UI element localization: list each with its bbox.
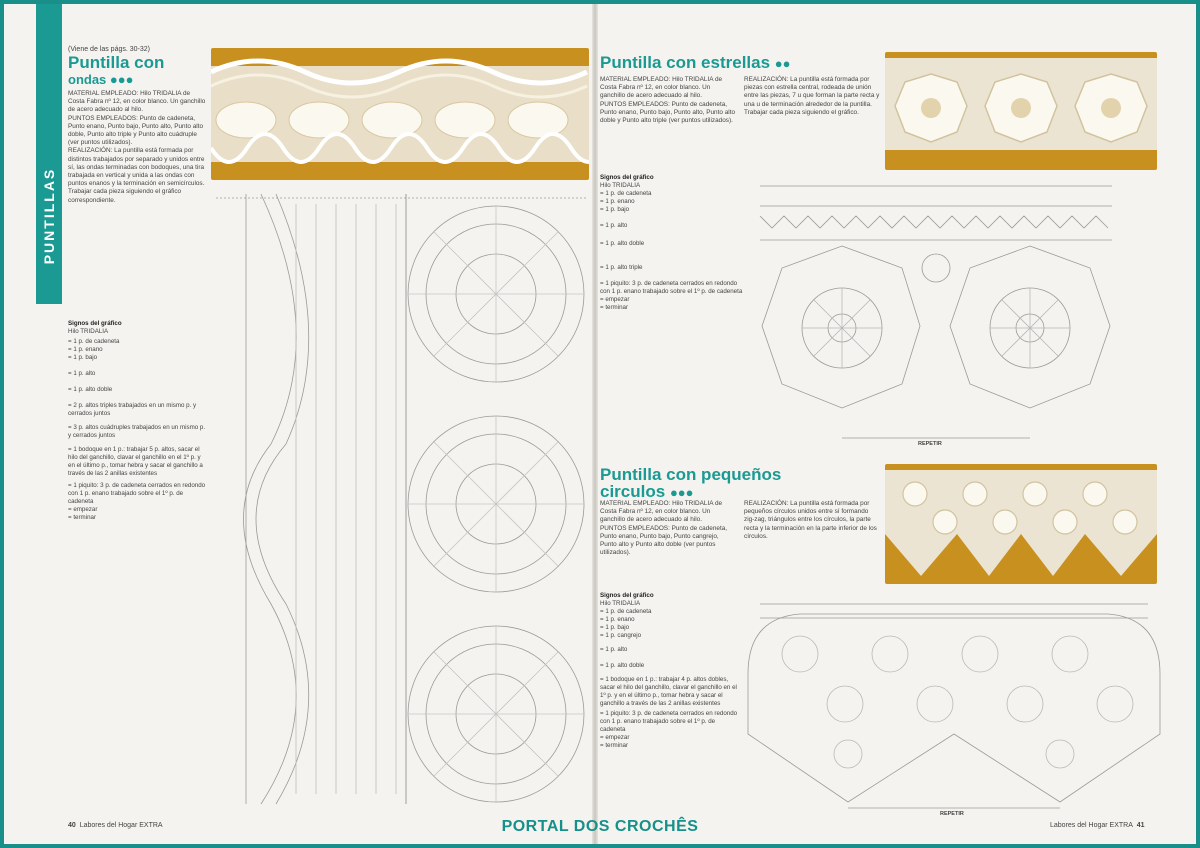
legend-title: Signos del gráfico [68, 320, 122, 327]
material-text: MATERIAL EMPLEADO: Hilo TRIDALIA de Costa Fabra nº 12, en color blanco. Un ganchillo de acero adecuado al hilo. [600, 76, 723, 100]
legend-item: = 1 piquito: 3 p. de cadeneta cerrados en redondo con 1 p. enano trabajado sobre el 1º p. de cadeneta [600, 710, 738, 733]
chart-ondas [216, 184, 588, 814]
material-text: MATERIAL EMPLEADO: Hilo TRIDALIA de Costa Fabra nº 12, en color blanco. Un ganchillo de acero adecuado al hilo. [600, 500, 723, 524]
legend-item: = 1 p. enano [600, 198, 635, 205]
legend-item: = 1 p. alto doble [600, 662, 645, 669]
title-circulos-line2: circulos [600, 482, 666, 501]
continued-note: (Viene de las págs. 30-32) [68, 46, 150, 53]
legend-item: = 1 bodoque en 1 p.: trabajar 5 p. altos, sacar el hilo del ganchillo, clavar el ganchillo en el 1º p. y en el último p., tomar hebra y sacar el ganchillo a través de las 2 anillas existentes [68, 446, 203, 477]
legend-item: = 1 p. bajo [68, 354, 98, 361]
legend-item: = 1 p. enano [600, 616, 635, 623]
legend-circulos [600, 592, 740, 750]
instructions-estrellas [600, 76, 880, 125]
legend-item: = 1 p. alto doble [600, 240, 645, 247]
difficulty-dots: ●●● [109, 72, 134, 87]
legend-item: = 1 piquito: 3 p. de cadeneta cerrados en redondo con 1 p. enano trabajado sobre el 1º p. de cadeneta [68, 482, 206, 505]
instructions-ondas [68, 90, 208, 205]
legend-item: = 1 p. bajo [600, 206, 630, 213]
realizacion-text: REALIZACIÓN: La puntilla está formada por piezas con estrella central, rodeada de unión entre las piezas, 7 u que forman la parte recta y una u de terminación alrededor de la puntilla. Trabajar cada pieza siguiendo el gráfico. [744, 76, 880, 116]
page-gutter [592, 4, 598, 844]
legend-item: = 3 p. altos cuádruples trabajados en un mismo p. y cerrados juntos [68, 424, 206, 439]
section-tab [36, 4, 62, 304]
title-ondas [68, 54, 164, 88]
legend-sub: Hilo TRIDALIA [600, 600, 641, 607]
title-circulos [600, 466, 781, 501]
legend-item: = 1 p. de cadeneta [600, 190, 652, 197]
legend-title: Signos del gráfico [600, 592, 654, 599]
legend-item: = 1 p. cangrejo [600, 632, 642, 639]
instructions-circulos [600, 500, 880, 557]
chart-circulos [740, 594, 1168, 812]
legend-estrellas [600, 174, 745, 312]
legend-item: = terminar [600, 742, 629, 749]
realizacion-text: REALIZACIÓN: La puntilla está formada por distintos trabajados por separado y unidos entre sí, las ondas terminadas con bodoques, una tira trabajada en vertical y unida a las ondas con puntos enanos y la terminación en semicírculos. Trabajar cada pieza siguiendo el gráfico correspondiente. [68, 147, 205, 204]
section-tab-label: PUNTILLAS [41, 167, 57, 265]
legend-item: = 1 p. de cadeneta [600, 608, 652, 615]
repeat-label: REPETIR [918, 441, 942, 447]
legend-item: = 1 p. alto [68, 370, 96, 377]
magazine-name: Labores del Hogar EXTRA [79, 822, 163, 829]
photo-circulos [885, 464, 1157, 584]
photo-estrellas [885, 52, 1157, 170]
legend-item: = 2 p. altos triples trabajados en un mismo p. y cerrados juntos [68, 402, 197, 417]
difficulty-dots: ●● [774, 56, 791, 71]
legend-item: = terminar [600, 304, 629, 311]
legend-item: = 1 p. alto doble [68, 386, 113, 393]
photo-ondas [211, 48, 589, 180]
realizacion-text: REALIZACIÓN: La puntilla está formada por pequeños círculos unidos entre sí formando zig-zag, triángulos entre los círculos, la parte recta y la terminación en la parte inferior de los círculos. [744, 500, 877, 540]
repeat-label: REPETIR [940, 811, 964, 817]
title-ondas-line1: Puntilla con [68, 53, 165, 72]
legend-sub: Hilo TRIDALIA [68, 328, 109, 335]
legend-item: = empezar [68, 506, 98, 513]
legend-item: = empezar [600, 734, 630, 741]
page-number: 41 [1136, 822, 1145, 829]
title-estrellas-text: Puntilla con estrellas [600, 53, 771, 72]
title-ondas-line2: ondas [68, 72, 107, 87]
magazine-spread [4, 4, 1196, 844]
legend-title: Signos del gráfico [600, 174, 654, 181]
legend-item: = 1 bodoque en 1 p.: trabajar 4 p. altos dobles, sacar el hilo del ganchillo, clavar el ganchillo en el 1º p. y en el último p., tomar hebra y sacar el ganchillo a través de las 2 anillas existentes [600, 676, 737, 707]
material-text: MATERIAL EMPLEADO: Hilo TRIDALIA de Costa Fabra nº 12, en color blanco. Un ganchillo de acero adecuado al hilo. [68, 90, 206, 114]
legend-item: = 1 p. de cadeneta [68, 338, 120, 345]
legend-sub: Hilo TRIDALIA [600, 182, 641, 189]
legend-item: = 1 p. bajo [600, 624, 630, 631]
legend-item: = terminar [68, 514, 97, 521]
legend-item: = 1 p. enano [68, 346, 103, 353]
legend-item: = 1 piquito: 3 p. de cadeneta cerrados en redondo con 1 p. enano trabajado sobre el 1º p. de cadeneta [600, 280, 743, 295]
puntos-text: PUNTOS EMPLEADOS: Punto de cadeneta, Punto enano, Punto bajo, Punto alto, Punto alto doble, Punto alto triple y Punto alto cuádruple (ver puntos utilizados). [68, 114, 204, 147]
chart-estrellas [752, 176, 1120, 446]
puntos-text: PUNTOS EMPLEADOS: Punto de cadeneta, Punto enano, Punto bajo, Punto alto, Punto alto doble y Punto alto triple (ver puntos utilizados). [600, 100, 736, 125]
puntos-text: PUNTOS EMPLEADOS: Punto de cadeneta, Punto enano, Punto bajo, Punto cangrejo, Punto alto y Punto alto doble (ver puntos utilizados). [600, 524, 728, 557]
legend-item: = 1 p. alto triple [600, 264, 643, 271]
legend-item: = 1 p. alto [600, 646, 628, 653]
difficulty-dots: ●●● [669, 485, 694, 500]
title-circulos-line1: Puntilla con pequeños [600, 465, 782, 484]
page-number: 40 [68, 822, 76, 829]
legend-ondas [68, 320, 208, 522]
title-estrellas [600, 54, 791, 72]
magazine-name: Labores del Hogar EXTRA [1050, 822, 1133, 829]
legend-item: = 1 p. alto [600, 222, 628, 229]
legend-item: = empezar [600, 296, 630, 303]
watermark-brand: PORTAL DOS CROCHÊS [501, 818, 699, 835]
